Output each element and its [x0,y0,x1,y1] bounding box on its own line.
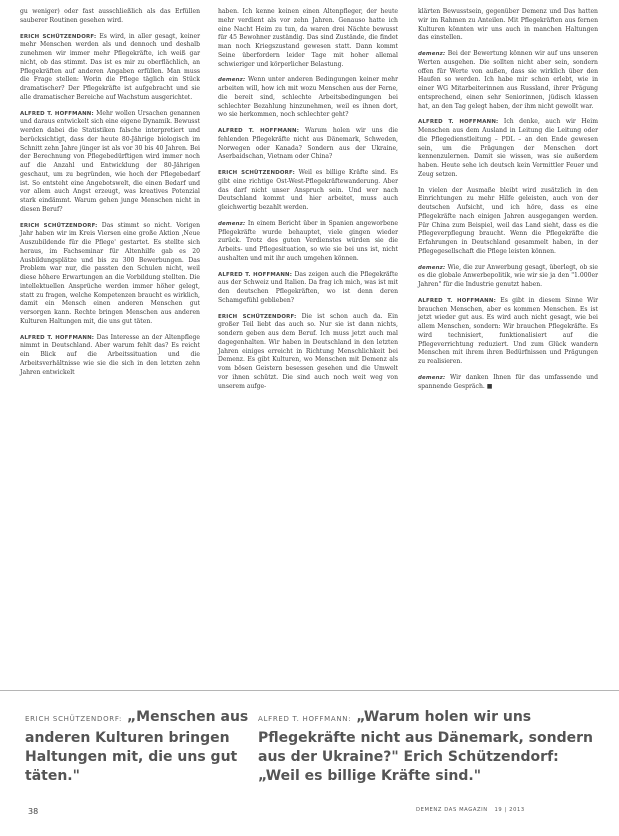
section-divider [0,690,619,691]
paragraph [218,127,398,162]
paragraph [418,264,598,290]
speaker-label: demenz: [218,220,246,227]
magazine-footer [416,807,525,813]
paragraph [218,169,398,213]
paragraph-text: Warum holen wir uns die fehlenden Pflegekräfte nicht aus Dänemark, Schweden, Norwegen oder Kanada? Sondern aus der Ukraine, Aserbaidschan, Vietnam oder China? [218,127,398,161]
speaker-label: demenz: [218,77,246,84]
paragraph [20,222,200,327]
paragraph-text: Das stimmt so nicht. Vorigen Jahr haben wir im Kreis Viersen eine große Aktion ‚Neue Auszubildende für die Pflege' gestartet. Es stellte sich heraus, im Fachseminar für Altenhilfe gab es 20 Ausbildungsplätze und bis zu 300 Bewerbungen. Das Problem war nur, die passten den Schulen nicht, weil diese höhere Erwartungen an die Vorbildung stellten. Die intellektuellen Ansprüche werden immer höher gelegt, statt zu fragen, welche Kompetenzen braucht es wirklich, damit ein Mensch einen anderen Menschen gut versorgen kann. Rechte bringen Menschen aus anderen Kulturen Haltungen mit, die uns gut täten. [20,221,200,325]
paragraph-text: Wenn unter anderen Bedingungen keiner mehr arbeiten will, how ich mit wozu Menschen aus der Ferne, die bereit sind, schlechte Arbeitsbedingungen bei schlechter Bezahlung hinzunehmen, weil es ihnen dort, wo sie herkommen, noch schlechter geht? [218,76,399,119]
pull-quote-speaker: ERICH SCHÜTZENDORF: [25,715,123,723]
paragraph [418,297,598,367]
speaker-label: ERICH SCHÜTZENDORF: [218,170,295,176]
paragraph [418,8,598,43]
paragraph-text: In einem Bericht über in Spanien angeworbene Pflegekräfte wurde behauptet, viele gingen wieder zurück. Trotz des guten Verdienstes würden sie die Arbeits- und Pflegesituation, so wie sie bei uns ist, nicht aushalten und mit ihr auch umgehen können. [218,219,398,262]
article-column-3 [418,8,598,398]
pull-quote-text: „Warum holen wir uns Pflegekräfte nicht aus Dänemark, sondern aus der Ukraine?" Erich Schützendorf: „Weil es billige Kräfte sind." [258,709,593,784]
paragraph [418,118,598,179]
paragraph-text: gu weniger) oder fast ausschließlich als das Erfüllen sauberer Routinen gesehen wird. [20,8,200,24]
paragraph [418,374,598,392]
speaker-label: ALFRED T. HOFFMANN: [418,297,496,304]
pull-quote-speaker: ALFRED T. HOFFMANN: [258,715,352,723]
paragraph-text: Das zeigen auch die Pflegekräfte aus der Schweiz und Italien. Da frag ich mich, was ist mit den deutschen Pflegekräften, wo ist denn deren Schamgefühl geblieben? [218,270,398,304]
paragraph-text: klärten Bewusstsein, gegenüber Demenz und Das hatten wir im Rahmen zu Anteilen. Mit Pflegekräften aus fernen Kulturen könnten wir uns auch in manchen Haltungen das einstellen. [418,8,598,42]
paragraph [20,334,200,378]
paragraph-text: Es gibt in diesem Sinne Wir brauchen Menschen, aber es kommen Menschen. Es ist jetzt wieder gut aus. Es wird auch nicht gesagt, wie bei allem Menschen, sondern: Wir brauchen Pflegekräfte. Es wird technisiert, funktionalisiert auf die Pflegeverrichtung reduziert. Und zum Glück wandern Menschen mit ihrem ihren Bedürfnissen und Prägungen zu realisieren. [418,296,599,365]
paragraph-text: Weil es billige Kräfte sind. Es gibt eine richtige Ost-West-Pflegekräftewanderung. Aber das darf nicht unser Anspruch sein. Und wer nach Deutschland kommt und hier arbeitet, muss auch gleichwertig bezahlt werden. [218,169,399,211]
paragraph [20,110,200,215]
paragraph-text: Wie, die zur Anwerbung gesagt, überlegt, ob sie es die globale Anwerbepolitik, wie wir sie ja den "1.000er Jahren" für die Industrie genutzt haben. [418,263,599,288]
issue-number: 19 | 2013 [494,807,525,813]
paragraph [20,33,200,103]
speaker-label: ALFRED T. HOFFMANN: [418,119,499,126]
paragraph [218,271,398,306]
magazine-name: DEMENZ DAS MAGAZIN [416,807,488,813]
paragraph-text: Wir danken Ihnen für das umfassende und spannende Gespräch. [418,373,598,390]
article-column-1 [20,8,200,384]
pull-quote-text: „Menschen aus anderen Kulturen bringen Haltungen mit, die uns gut täten." [25,709,249,784]
speaker-label: demenz: [418,264,446,271]
paragraph-text: In vielen der Ausmaße bleibt wird zusätzlich in den Einrichtungen zu mehr Hilfe geleisten, auch von der deutschen Aufsicht, und ich höre, dass es eine Pflegekräfte nach einigen Jahren ausgegangen werden. Für China zum Beispiel, weil das Land sieht, dass es die Pflegeverpflegung braucht. Wenn die Pflegekräfte die Erfahrungen in Deutschland gesammelt haben, in der Pflegegesellschaft die Pflege leisten können. [418,186,598,255]
paragraph [418,50,598,111]
speaker-label: demenz: [418,374,446,381]
end-mark: ■ [486,382,493,390]
paragraph-text: Ich denke, auch wir Heim Menschen aus dem Ausland in Leitung die Leitung oder die Pflegedienstleitung – PDL – an den Ende gewesen sein, um die Prägungen der Menschen dort kennenzulernen. Damit sie wissen, was sie außerdem haben. Heute sehe ich deutsch kein Vermittler Feuer und Zeug setzen. [418,118,598,178]
paragraph-text: Das Interesse an der Altenpflege nimmt in Deutschland. Aber warum fehlt das? Es reicht ein Blick auf die Arbeitssituation und die Arbeitsverhältnisse wie sie die sich in den letzten zehn Jahren entwickelt [20,333,200,376]
speaker-label: ERICH SCHÜTZENDORF: [20,33,97,40]
speaker-label: ALFRED T. HOFFMANN: [20,110,94,117]
speaker-label: ERICH SCHÜTZENDORF: [20,222,98,229]
speaker-label: ALFRED T. HOFFMANN: [20,334,95,341]
paragraph-text: Die ist schon auch da. Ein großer Teil liebt das auch so. Nur sie ist dann nichts, sondern geben aus dem Beruf. Ich muss jetzt auch mal dagegenhalten. Wir haben in Deutschland in den letzten Jahren einiges erreicht in Richtung Menschlichkeit bei Demenz. Es gibt Kulturen, wo Menschen mit Demenz als vom bösen Geistern besessen gesehen und die Umwelt vor ihnen schützt. Die sind auch noch weit weg von unserem aufge- [218,312,398,390]
paragraph [218,8,398,69]
article-column-2 [218,8,398,398]
speaker-label: ALFRED T. HOFFMANN: [218,271,293,278]
paragraph [218,76,398,120]
paragraph-text: Es wird, in aller gesagt, keiner mehr Menschen werden als und dennoch und deshalb zunehmen wir immer mehr Pflegekräfte, ich weiß gar nicht, ob das stimmt. Das ist es mir zu oberflächlich, an Pflegekräften auf anderen Angaben erfüllen. Man muss die Frage stellen: Worin die Pflege täglich ein Stück dramatischer? Der Pflegekräfte ist aufgebracht und sie alle dramatischer Bereiche auf Wachstum ausgerichtet. [20,32,200,101]
speaker-label: ALFRED T. HOFFMANN: [218,128,300,134]
speaker-label: demenz: [418,51,446,57]
speaker-label: ERICH SCHÜTZENDORF: [218,313,297,320]
pull-quote-2 [258,708,593,786]
paragraph-text: haben. Ich kenne keinen einen Altenpfleger, der heute mehr verdient als vor zehn Jahren. Genauso hatte ich eine Nacht Heim zu tun, da waren drei Nächte bewusst für 45 Bewohner zuständig. Das sind Zustände, die findet man noch Kriegszustand gewesen statt. Dann kommt Seine überfordern leider Tage mit hoher allemal schwieriger und körperlicher Belastung. [218,8,398,68]
paragraph-text: Mehr wollen Ursachen genannen und daraus entwickelt sich eine eigene Dynamik. Bewusst werden dabei die Statistiken falsche interpretiert und berücksichtigt, dass der heute 80-Jährige biologisch im Schnitt zehn Jahre jünger ist als vor 30 bis 40 Jahren. Bei der Berechnung von Pflegebedürftigen wird immer noch auf die Anzahl und Entwicklung der 80-Jährigen geschaut, um zu begründen, wie hoch der Pflegebedarf ist. So entsteht eine Angebotswelt, die einen Bedarf und vor allem auch Angst erzeugt, was kreatives Potenzial stark eindämmt. Warum gehen junge Menschen nicht in diesen Beruf? [20,109,201,213]
paragraph [20,8,200,26]
paragraph [218,220,398,264]
pull-quote-1 [25,708,265,786]
paragraph-text: Bei der Bewertung können wir auf uns unseren Werten ausgehen. Die sollten nicht aber sein, sondern offen für Werte von außen, dass sie wirklich über den Haufen so werden. Ich habe mir schon erlebt, wie in einer WG Mitarbeiterinnen aus Russland, ihrer Prägung entsprechend, einen sehr Seniorinnen, jüdisch klassen hat, an den Tag gelegt haben, der ihm nicht gewollt war. [418,50,599,110]
page-number: 38 [28,807,39,816]
paragraph [418,187,598,257]
paragraph [218,313,398,392]
